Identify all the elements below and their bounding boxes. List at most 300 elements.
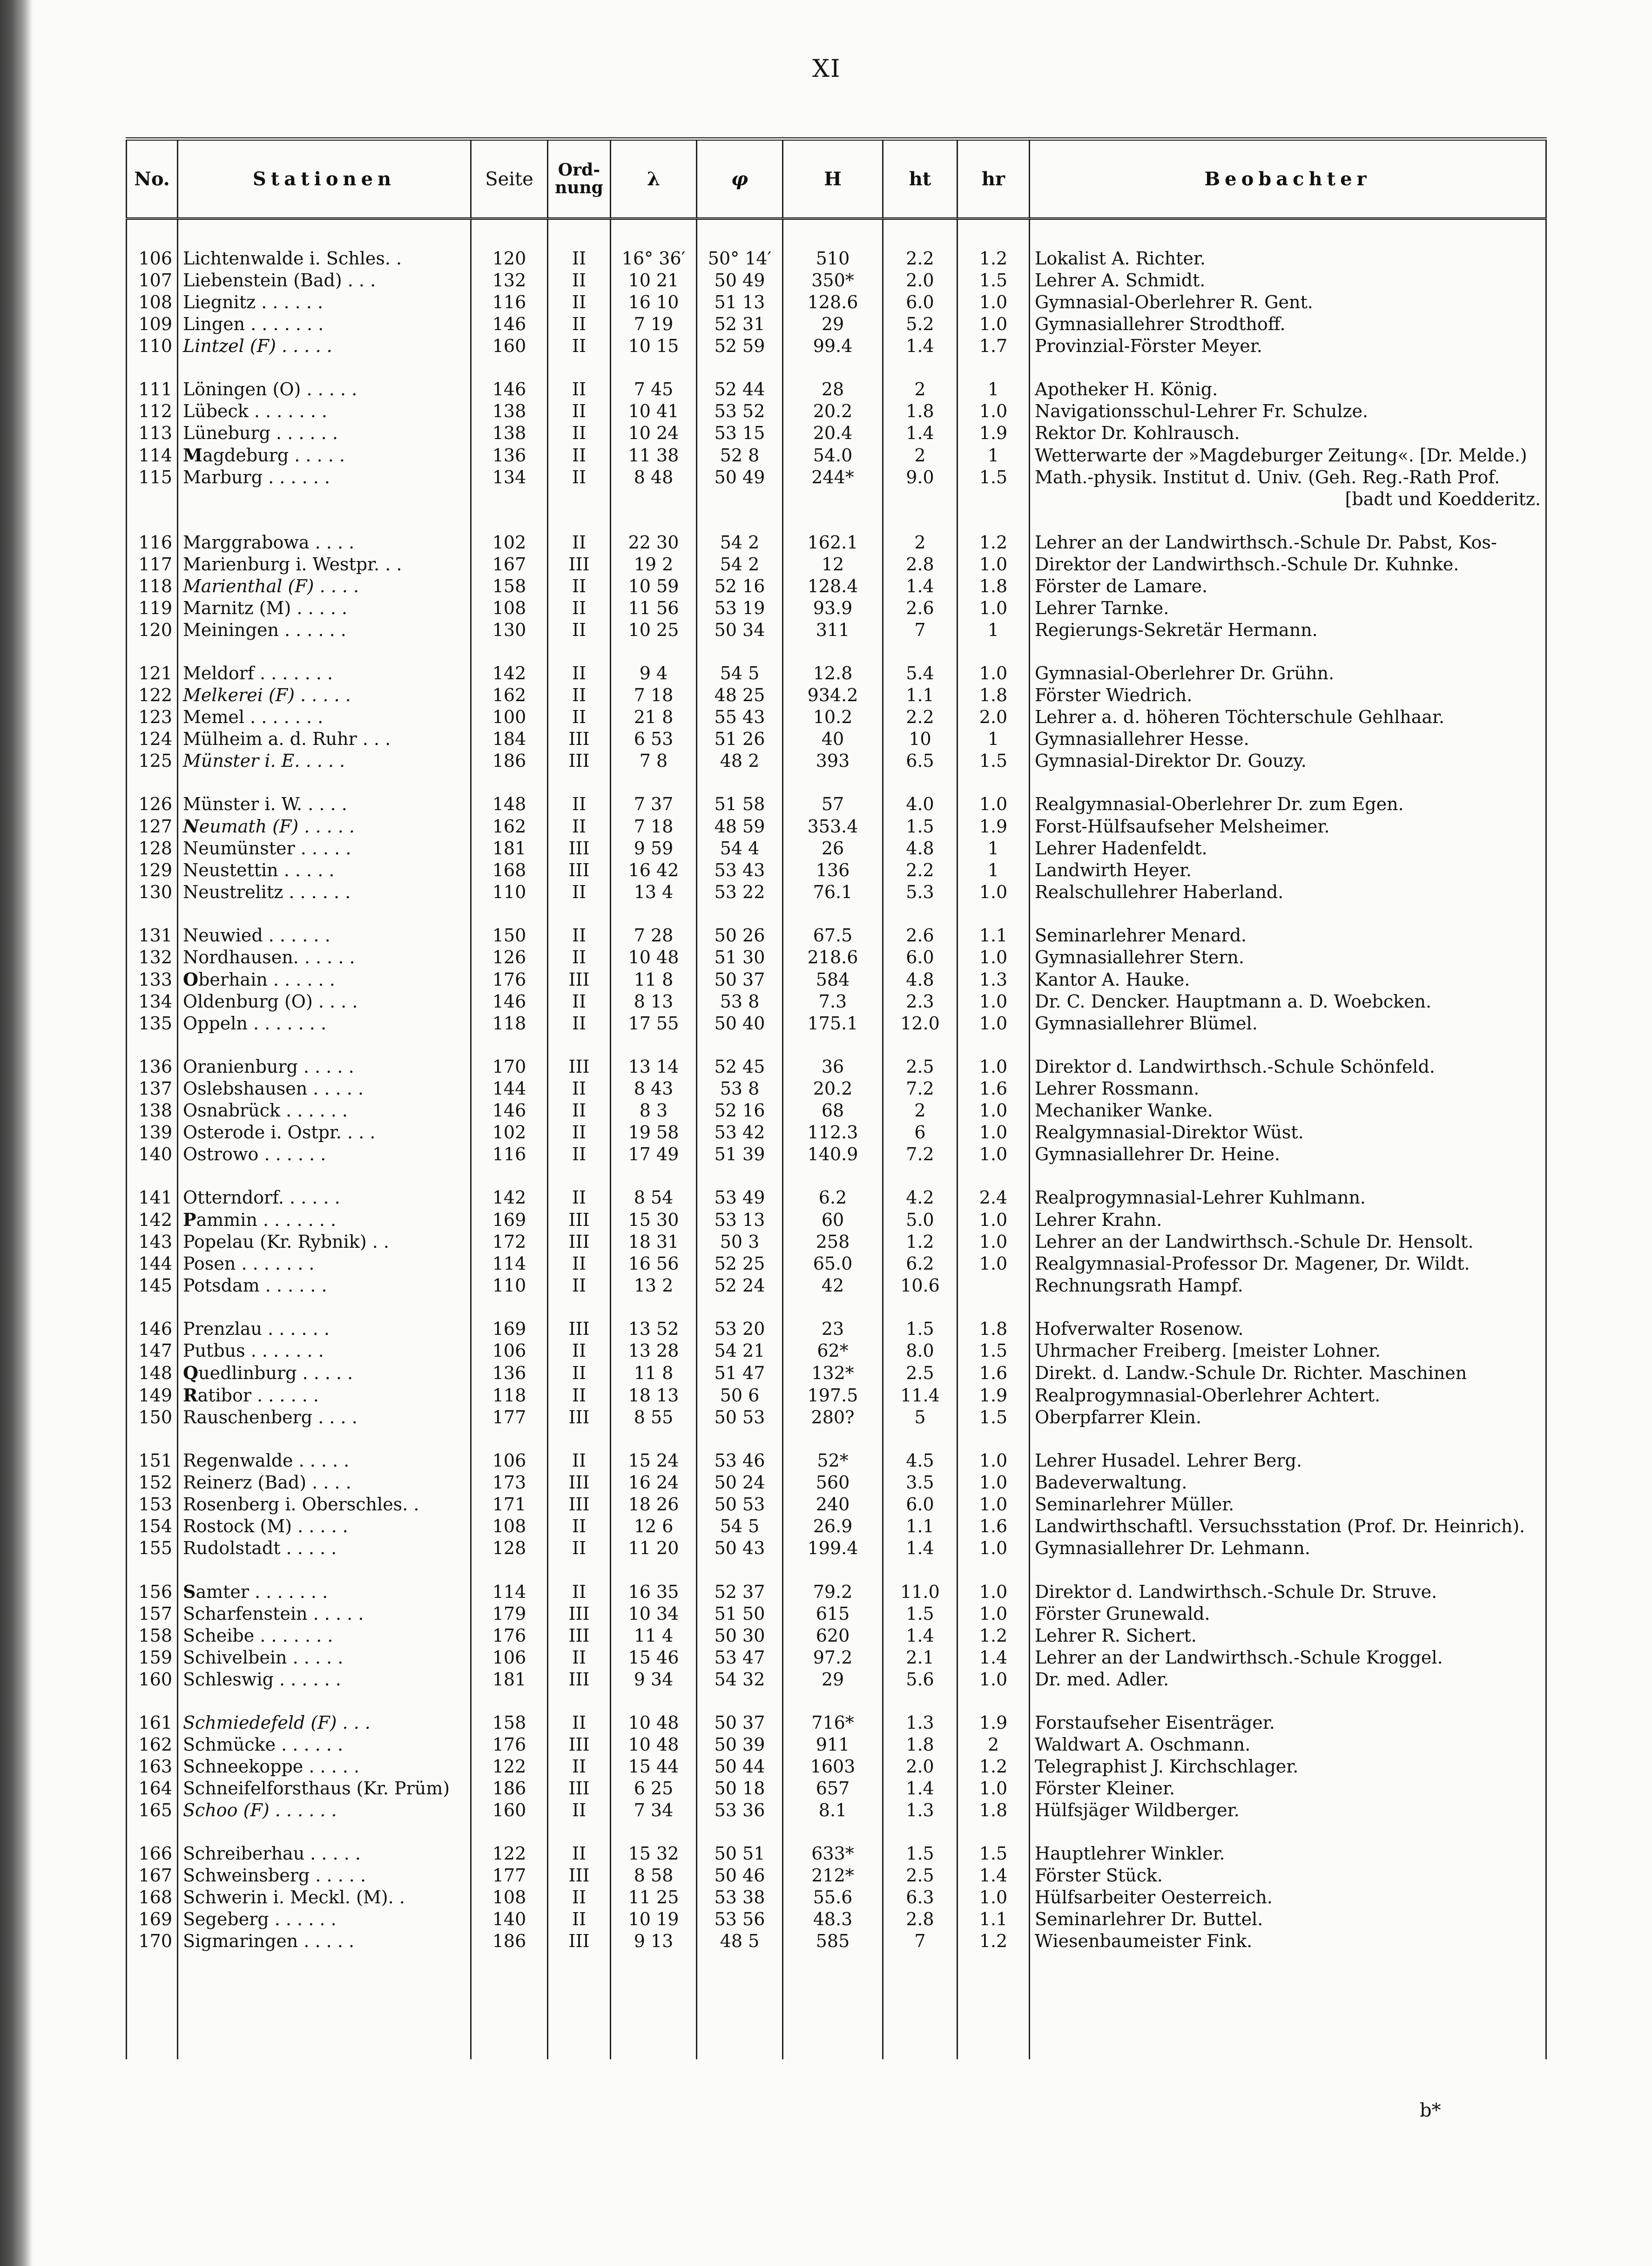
empty-cell [1030, 1165, 1546, 1187]
table-row [127, 706, 1546, 728]
empty-cell [548, 1035, 611, 1056]
cell-lambda: 15 44 [611, 1756, 697, 1778]
cell-station: Lüneburg . . . . . . [178, 422, 471, 444]
table-row [127, 422, 1546, 444]
empty-cell [957, 219, 1030, 248]
empty-cell [883, 1821, 957, 1843]
empty-cell [127, 1821, 178, 1843]
empty-cell [783, 510, 883, 532]
cell-hr: 1 [957, 838, 1030, 859]
cell-phi: 50° 14′ [697, 248, 783, 270]
cell-phi: 52 8 [697, 444, 783, 467]
empty-cell [611, 1035, 697, 1056]
cell-ht: 7 [883, 619, 957, 641]
cell-no: 111 [127, 379, 178, 400]
cell-ht: 2.5 [883, 1865, 957, 1887]
empty-cell [178, 1691, 471, 1712]
cell-ht: 5.0 [883, 1209, 957, 1231]
table-row [127, 1647, 1546, 1669]
cell-lambda: 16 35 [611, 1581, 697, 1603]
cell-phi: 51 39 [697, 1143, 783, 1165]
cell-seite: 169 [471, 1209, 548, 1231]
cell-ht: 5.2 [883, 313, 957, 335]
empty-cell [471, 903, 548, 925]
cell-lambda: 10 24 [611, 422, 697, 444]
cell-hr: 1.9 [957, 422, 1030, 444]
cell-no: 169 [127, 1908, 178, 1930]
cell-no: 138 [127, 1100, 178, 1122]
table-row [127, 1275, 1546, 1297]
cell-phi: 54 21 [697, 1340, 783, 1362]
cell-beobachter: Math.-physik. Institut d. Univ. (Geh. Reg.-Rath Prof. [1030, 467, 1546, 488]
table-row [127, 1384, 1546, 1407]
cell-beobachter-continuation: [badt und Koedderitz. [1030, 488, 1546, 510]
cell-lambda: 7 34 [611, 1799, 697, 1821]
empty-cell [548, 1428, 611, 1450]
cell-lambda: 17 49 [611, 1143, 697, 1165]
cell-h: 311 [783, 619, 883, 641]
empty-cell [471, 1035, 548, 1056]
cell-h: 657 [783, 1778, 883, 1799]
cell-beobachter: Dr. C. Dencker. Hauptmann a. D. Woebcken. [1030, 991, 1546, 1013]
cell-ordnung: II [548, 619, 611, 641]
cell-phi: 54 5 [697, 1515, 783, 1537]
cell-phi: 51 26 [697, 728, 783, 750]
table-row [127, 793, 1546, 815]
group-gap [127, 903, 1546, 925]
cell-lambda: 8 48 [611, 467, 697, 488]
cell-station: Rauschenberg . . . . [178, 1407, 471, 1428]
cell-station [178, 1581, 471, 1603]
cell-lambda: 11 4 [611, 1625, 697, 1647]
cell-ordnung: III [548, 1494, 611, 1515]
empty-cell [957, 357, 1030, 379]
table-row [127, 379, 1546, 400]
cell-ht: 1.5 [883, 815, 957, 838]
table-row [127, 575, 1546, 597]
cell-no: 144 [127, 1253, 178, 1275]
cell-beobachter: Gymnasial-Oberlehrer R. Gent. [1030, 291, 1546, 313]
empty-cell [178, 488, 471, 510]
empty-cell [611, 488, 697, 510]
cell-seite: 128 [471, 1537, 548, 1559]
empty-cell [783, 641, 883, 663]
cell-station: Mülheim a. d. Ruhr . . . [178, 728, 471, 750]
empty-cell [611, 1952, 697, 2059]
table-row [127, 1799, 1546, 1821]
cell-lambda: 9 4 [611, 663, 697, 684]
cell-hr: 1.0 [957, 793, 1030, 815]
cell-beobachter: Gymnasiallehrer Strodthoff. [1030, 313, 1546, 335]
cell-hr: 1.0 [957, 1450, 1030, 1472]
cell-ordnung: II [548, 1450, 611, 1472]
cell-hr: 1.5 [957, 467, 1030, 488]
table-row [127, 750, 1546, 772]
cell-no: 113 [127, 422, 178, 444]
cell-seite: 122 [471, 1843, 548, 1865]
cell-h: 6.2 [783, 1187, 883, 1209]
cell-ordnung: III [548, 554, 611, 575]
cell-phi: 50 24 [697, 1472, 783, 1494]
empty-cell [178, 1428, 471, 1450]
cell-h: 560 [783, 1472, 883, 1494]
cell-seite: 108 [471, 597, 548, 619]
cell-seite: 177 [471, 1407, 548, 1428]
cell-lambda: 13 4 [611, 881, 697, 903]
cell-phi: 53 20 [697, 1318, 783, 1340]
empty-cell [697, 1428, 783, 1450]
cell-hr: 1.0 [957, 291, 1030, 313]
cell-lambda: 7 8 [611, 750, 697, 772]
cell-hr: 1.1 [957, 925, 1030, 947]
cell-no: 148 [127, 1362, 178, 1384]
cell-station: Rostock (M) . . . . . [178, 1515, 471, 1537]
cell-beobachter: Lehrer a. d. höheren Töchterschule Gehlhaar. [1030, 706, 1546, 728]
cell-h: 132* [783, 1362, 883, 1384]
cell-station: Lingen . . . . . . . [178, 313, 471, 335]
cell-ordnung: II [548, 1384, 611, 1407]
cell-hr: 1.9 [957, 1712, 1030, 1734]
cell-seite: 171 [471, 1494, 548, 1515]
cell-station: Prenzlau . . . . . . [178, 1318, 471, 1340]
cell-seite: 186 [471, 1778, 548, 1799]
cell-phi: 48 5 [697, 1930, 783, 1952]
cell-ordnung: III [548, 859, 611, 881]
cell-ht: 5.3 [883, 881, 957, 903]
table-row [127, 1450, 1546, 1472]
empty-cell [883, 219, 957, 248]
cell-phi: 50 18 [697, 1778, 783, 1799]
cell-ht: 2.5 [883, 1362, 957, 1384]
cell-seite: 126 [471, 947, 548, 968]
table-row [127, 1209, 1546, 1231]
empty-cell [883, 1559, 957, 1581]
cell-h: 28 [783, 379, 883, 400]
cell-ordnung: II [548, 313, 611, 335]
empty-cell [957, 1821, 1030, 1843]
cell-phi: 53 22 [697, 881, 783, 903]
cell-no: 108 [127, 291, 178, 313]
cell-lambda: 18 26 [611, 1494, 697, 1515]
cell-ht: 2.8 [883, 554, 957, 575]
cell-ht: 1.2 [883, 1231, 957, 1253]
cell-station: Marnitz (M) . . . . . [178, 597, 471, 619]
cell-hr: 1.0 [957, 597, 1030, 619]
cell-phi: 50 51 [697, 1843, 783, 1865]
empty-cell [127, 1297, 178, 1318]
cell-phi: 53 15 [697, 422, 783, 444]
cell-no: 170 [127, 1930, 178, 1952]
cell-ht: 6 [883, 1122, 957, 1143]
cell-no: 123 [127, 706, 178, 728]
cell-beobachter: Apotheker H. König. [1030, 379, 1546, 400]
cell-beobachter: Regierungs-Sekretär Hermann. [1030, 619, 1546, 641]
cell-h: 67.5 [783, 925, 883, 947]
cell-station: Scheibe . . . . . . . [178, 1625, 471, 1647]
cell-ht: 8.0 [883, 1340, 957, 1362]
table-row [127, 1078, 1546, 1100]
cell-seite: 100 [471, 706, 548, 728]
empty-cell [548, 488, 611, 510]
cell-seite: 138 [471, 422, 548, 444]
cell-hr: 1.0 [957, 1494, 1030, 1515]
cell-h: 197.5 [783, 1384, 883, 1407]
cell-no: 129 [127, 859, 178, 881]
cell-station: Münster i. W. . . . . [178, 793, 471, 815]
cell-lambda: 11 38 [611, 444, 697, 467]
empty-cell [1030, 1035, 1546, 1056]
empty-cell [127, 1691, 178, 1712]
cell-seite: 108 [471, 1887, 548, 1908]
cell-lambda: 8 55 [611, 1407, 697, 1428]
cell-station: Sigmaringen . . . . . [178, 1930, 471, 1952]
table-row [127, 1603, 1546, 1625]
cell-ordnung: II [548, 575, 611, 597]
cell-ht: 4.8 [883, 838, 957, 859]
cell-phi: 50 6 [697, 1384, 783, 1407]
cell-lambda: 8 54 [611, 1187, 697, 1209]
cell-ordnung: III [548, 1318, 611, 1340]
cell-lambda: 10 59 [611, 575, 697, 597]
cell-ordnung: II [548, 1515, 611, 1537]
empty-cell [611, 510, 697, 532]
cell-seite: 162 [471, 684, 548, 706]
cell-phi: 50 26 [697, 925, 783, 947]
empty-cell [178, 357, 471, 379]
cell-phi: 52 44 [697, 379, 783, 400]
cell-ht: 10.6 [883, 1275, 957, 1297]
cell-lambda: 18 13 [611, 1384, 697, 1407]
cell-lambda: 19 58 [611, 1122, 697, 1143]
cell-ordnung: III [548, 1231, 611, 1253]
cell-ordnung: III [548, 1734, 611, 1756]
cell-station: Neumünster . . . . . [178, 838, 471, 859]
cell-no: 128 [127, 838, 178, 859]
cell-beobachter: Oberpfarrer Klein. [1030, 1407, 1546, 1428]
empty-cell [957, 1165, 1030, 1187]
cell-beobachter: Gymnasiallehrer Dr. Lehmann. [1030, 1537, 1546, 1559]
cell-hr: 1.0 [957, 991, 1030, 1013]
cell-ht: 1.5 [883, 1318, 957, 1340]
empty-cell [697, 488, 783, 510]
group-gap [127, 1821, 1546, 1843]
cell-phi: 52 16 [697, 575, 783, 597]
cell-h: 212* [783, 1865, 883, 1887]
cell-ht: 2.3 [883, 991, 957, 1013]
cell-no: 134 [127, 991, 178, 1013]
empty-cell [548, 1165, 611, 1187]
cell-ordnung: II [548, 291, 611, 313]
cell-phi: 53 8 [697, 991, 783, 1013]
cell-phi: 50 49 [697, 467, 783, 488]
table-row [127, 1253, 1546, 1275]
cell-lambda: 9 13 [611, 1930, 697, 1952]
cell-seite: 173 [471, 1472, 548, 1494]
empty-cell [178, 1952, 471, 2059]
cell-h: 199.4 [783, 1537, 883, 1559]
cell-beobachter: Seminarlehrer Dr. Buttel. [1030, 1908, 1546, 1930]
cell-seite: 146 [471, 991, 548, 1013]
cell-h: 393 [783, 750, 883, 772]
empty-cell [127, 772, 178, 793]
cell-beobachter: Landwirth Heyer. [1030, 859, 1546, 881]
empty-cell [783, 1035, 883, 1056]
empty-cell [783, 1297, 883, 1318]
cell-h: 911 [783, 1734, 883, 1756]
cell-station: Otterndorf. . . . . . [178, 1187, 471, 1209]
empty-cell [783, 488, 883, 510]
cell-h: 716* [783, 1712, 883, 1734]
cell-h: 8.1 [783, 1799, 883, 1821]
cell-hr: 1.0 [957, 1778, 1030, 1799]
cell-h: 240 [783, 1494, 883, 1515]
cell-h: 23 [783, 1318, 883, 1340]
station-initial: O [183, 969, 199, 990]
empty-cell [883, 1691, 957, 1712]
empty-cell [471, 1165, 548, 1187]
cell-h: 97.2 [783, 1647, 883, 1669]
cell-hr: 1.2 [957, 1930, 1030, 1952]
cell-no: 155 [127, 1537, 178, 1559]
cell-ht: 1.1 [883, 1515, 957, 1537]
empty-cell [471, 488, 548, 510]
cell-station: Schweinsberg . . . . . [178, 1865, 471, 1887]
cell-station: Marienburg i. Westpr. . . [178, 554, 471, 575]
cell-lambda: 7 18 [611, 815, 697, 838]
station-rest: eumath (F) . . . . . [199, 816, 355, 837]
station-rest: amter . . . . . . . [196, 1582, 328, 1602]
empty-cell [883, 641, 957, 663]
empty-cell [471, 772, 548, 793]
cell-h: 128.4 [783, 575, 883, 597]
cell-no: 135 [127, 1013, 178, 1035]
group-gap [127, 1297, 1546, 1318]
cell-station: Meldorf . . . . . . . [178, 663, 471, 684]
cell-lambda: 10 48 [611, 1734, 697, 1756]
cell-hr: 1.0 [957, 1603, 1030, 1625]
empty-cell [611, 772, 697, 793]
cell-beobachter: Direktor d. Landwirthsch.-Schule Dr. Struve. [1030, 1581, 1546, 1603]
cell-seite: 179 [471, 1603, 548, 1625]
cell-no: 157 [127, 1603, 178, 1625]
empty-cell [1030, 510, 1546, 532]
cell-lambda: 16 10 [611, 291, 697, 313]
cell-seite: 168 [471, 859, 548, 881]
cell-phi: 53 52 [697, 400, 783, 422]
cell-ht: 5 [883, 1407, 957, 1428]
cell-station: Münster i. E. . . . . [178, 750, 471, 772]
cell-ordnung: II [548, 1078, 611, 1100]
table-row [127, 1472, 1546, 1494]
cell-lambda: 13 2 [611, 1275, 697, 1297]
cell-ht: 2.8 [883, 1908, 957, 1930]
table-row [127, 335, 1546, 357]
cell-phi: 53 56 [697, 1908, 783, 1930]
cell-ordnung: II [548, 1100, 611, 1122]
table-row [127, 1318, 1546, 1340]
cell-no: 126 [127, 793, 178, 815]
empty-cell [883, 357, 957, 379]
cell-station [178, 1362, 471, 1384]
cell-ht: 6.3 [883, 1887, 957, 1908]
header-no: No. [127, 139, 178, 219]
cell-no: 142 [127, 1209, 178, 1231]
empty-cell [957, 488, 1030, 510]
cell-beobachter: Gymnasiallehrer Hesse. [1030, 728, 1546, 750]
cell-beobachter: Provinzial-Förster Meyer. [1030, 335, 1546, 357]
table-row [127, 248, 1546, 270]
cell-station: Marburg . . . . . . [178, 467, 471, 488]
cell-lambda: 9 34 [611, 1669, 697, 1691]
cell-beobachter: Gymnasial-Direktor Dr. Gouzy. [1030, 750, 1546, 772]
cell-hr [957, 1275, 1030, 1297]
empty-cell [178, 219, 471, 248]
empty-cell [127, 357, 178, 379]
empty-cell [783, 1428, 883, 1450]
table-body [127, 219, 1546, 2060]
cell-beobachter: Direktor d. Landwirthsch.-Schule Schönfeld. [1030, 1056, 1546, 1078]
cell-h: 55.6 [783, 1887, 883, 1908]
empty-cell [957, 1428, 1030, 1450]
table-row [127, 1362, 1546, 1384]
cell-hr: 1.0 [957, 1581, 1030, 1603]
cell-seite: 142 [471, 663, 548, 684]
cell-ordnung: II [548, 947, 611, 968]
cell-ordnung: III [548, 1472, 611, 1494]
cell-no: 147 [127, 1340, 178, 1362]
cell-no: 132 [127, 947, 178, 968]
table-row [127, 1187, 1546, 1209]
cell-h: 350* [783, 270, 883, 291]
cell-hr: 1.5 [957, 270, 1030, 291]
cell-ht: 2 [883, 532, 957, 554]
cell-hr: 1.9 [957, 815, 1030, 838]
cell-no: 164 [127, 1778, 178, 1799]
cell-ht: 4.0 [883, 793, 957, 815]
empty-cell [697, 1691, 783, 1712]
cell-beobachter: Förster Grunewald. [1030, 1603, 1546, 1625]
empty-cell [471, 1559, 548, 1581]
cell-no: 149 [127, 1384, 178, 1407]
cell-ht: 6.0 [883, 291, 957, 313]
cell-station: Oslebshausen . . . . . [178, 1078, 471, 1100]
cell-station: Potsdam . . . . . . [178, 1275, 471, 1297]
table-row [127, 554, 1546, 575]
empty-cell [127, 1165, 178, 1187]
empty-cell [1030, 1559, 1546, 1581]
cell-no: 125 [127, 750, 178, 772]
cell-phi: 51 13 [697, 291, 783, 313]
cell-ht: 2.5 [883, 1056, 957, 1078]
empty-cell [697, 1297, 783, 1318]
cell-ht: 3.5 [883, 1472, 957, 1494]
cell-h: 57 [783, 793, 883, 815]
cell-ordnung: II [548, 1799, 611, 1821]
empty-cell [697, 1952, 783, 2059]
cell-phi: 52 59 [697, 335, 783, 357]
empty-cell [127, 1952, 178, 2059]
cell-lambda: 16 24 [611, 1472, 697, 1494]
empty-cell [548, 1297, 611, 1318]
cell-h: 510 [783, 248, 883, 270]
cell-seite: 106 [471, 1340, 548, 1362]
cell-station: Scharfenstein . . . . . [178, 1603, 471, 1625]
cell-lambda: 11 8 [611, 1362, 697, 1384]
cell-ht: 12.0 [883, 1013, 957, 1035]
empty-cell [697, 772, 783, 793]
cell-beobachter: Lehrer Husadel. Lehrer Berg. [1030, 1450, 1546, 1472]
empty-cell [611, 1821, 697, 1843]
